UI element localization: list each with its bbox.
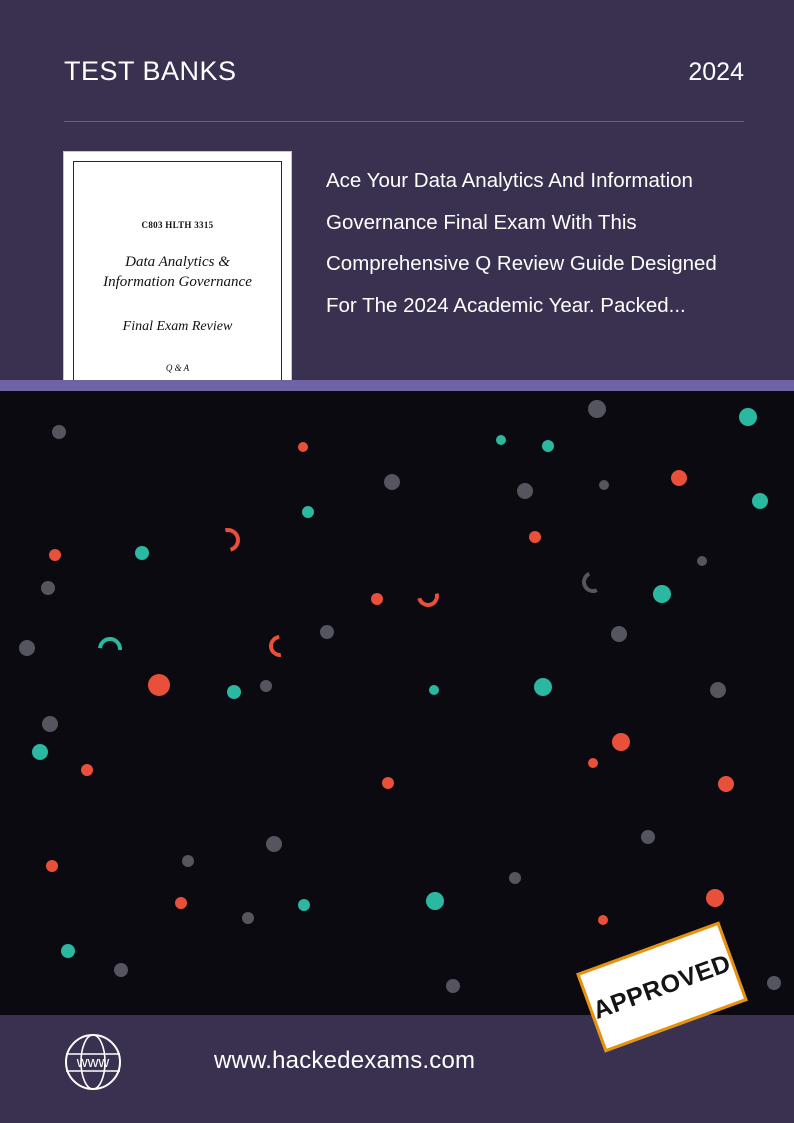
confetti-dot bbox=[588, 758, 598, 768]
confetti-dot bbox=[611, 626, 627, 642]
confetti-dot bbox=[49, 549, 61, 561]
confetti-arc bbox=[265, 631, 296, 662]
book-qa-label: Q & A bbox=[165, 362, 190, 373]
description-text: Ace Your Data Analytics And Information Governance Final Exam With This Comprehensive Q Review Guide Designed For The 2024 Academic Year. Packed... bbox=[326, 169, 717, 317]
confetti-arc bbox=[93, 632, 127, 666]
confetti-dot bbox=[371, 593, 383, 605]
confetti-dot bbox=[242, 912, 254, 924]
page-title: TEST BANKS bbox=[64, 56, 237, 86]
site-url[interactable]: www.hackedexams.com bbox=[214, 1047, 476, 1074]
confetti-dot bbox=[496, 435, 506, 445]
approved-stamp-label: APPROVED bbox=[589, 948, 735, 1025]
confetti-dot bbox=[509, 872, 521, 884]
confetti-dot bbox=[260, 680, 272, 692]
confetti-dot bbox=[382, 777, 394, 789]
year-label: 2024 bbox=[688, 58, 744, 86]
confetti-dot bbox=[227, 685, 241, 699]
confetti-dot bbox=[588, 400, 606, 418]
book-subtitle: Final Exam Review bbox=[122, 318, 233, 334]
book-title: Data Analytics & Information Governance bbox=[103, 254, 252, 291]
confetti-dot bbox=[598, 915, 608, 925]
confetti-dot bbox=[42, 716, 58, 732]
confetti-dot bbox=[710, 682, 726, 698]
header-top-row bbox=[64, 56, 744, 87]
globe-www-icon bbox=[64, 1033, 122, 1091]
confetti-dot bbox=[61, 944, 75, 958]
confetti-dot bbox=[517, 483, 533, 499]
footer-bottom-band bbox=[0, 1107, 794, 1123]
confetti-arc bbox=[413, 581, 443, 611]
confetti-dot bbox=[641, 830, 655, 844]
confetti-dot bbox=[302, 506, 314, 518]
confetti-dot bbox=[114, 963, 128, 977]
confetti-dot bbox=[671, 470, 687, 486]
confetti-dot bbox=[706, 889, 724, 907]
confetti-dot bbox=[429, 685, 439, 695]
confetti-dot bbox=[529, 531, 541, 543]
confetti-dot bbox=[52, 425, 66, 439]
confetti-dot bbox=[767, 976, 781, 990]
confetti-dot bbox=[266, 836, 282, 852]
confetti-dot bbox=[534, 678, 552, 696]
confetti-arc bbox=[579, 568, 607, 596]
confetti-dot bbox=[426, 892, 444, 910]
confetti-dot bbox=[298, 442, 308, 452]
confetti-dot bbox=[46, 860, 58, 872]
confetti-dot bbox=[175, 897, 187, 909]
confetti-dot bbox=[599, 480, 609, 490]
confetti-dot bbox=[32, 744, 48, 760]
confetti-dot bbox=[182, 855, 194, 867]
confetti-dot bbox=[718, 776, 734, 792]
confetti-dot bbox=[752, 493, 768, 509]
confetti-dot bbox=[135, 546, 149, 560]
header-divider bbox=[64, 121, 744, 122]
confetti-dot bbox=[41, 581, 55, 595]
confetti-dot bbox=[446, 979, 460, 993]
confetti-dot bbox=[542, 440, 554, 452]
confetti-dot bbox=[739, 408, 757, 426]
confetti-dot bbox=[81, 764, 93, 776]
confetti-panel bbox=[0, 391, 794, 1015]
confetti-dot bbox=[384, 474, 400, 490]
book-course-code: C803 HLTH 3315 bbox=[141, 220, 214, 230]
accent-band bbox=[0, 380, 794, 391]
confetti-dot bbox=[320, 625, 334, 639]
confetti-dot bbox=[298, 899, 310, 911]
confetti-dot bbox=[612, 733, 630, 751]
confetti-dot bbox=[19, 640, 35, 656]
confetti-dot bbox=[653, 585, 671, 603]
confetti-arc bbox=[212, 524, 245, 557]
confetti-dot bbox=[697, 556, 707, 566]
svg-text:www: www bbox=[76, 1054, 110, 1071]
confetti-dot bbox=[148, 674, 170, 696]
